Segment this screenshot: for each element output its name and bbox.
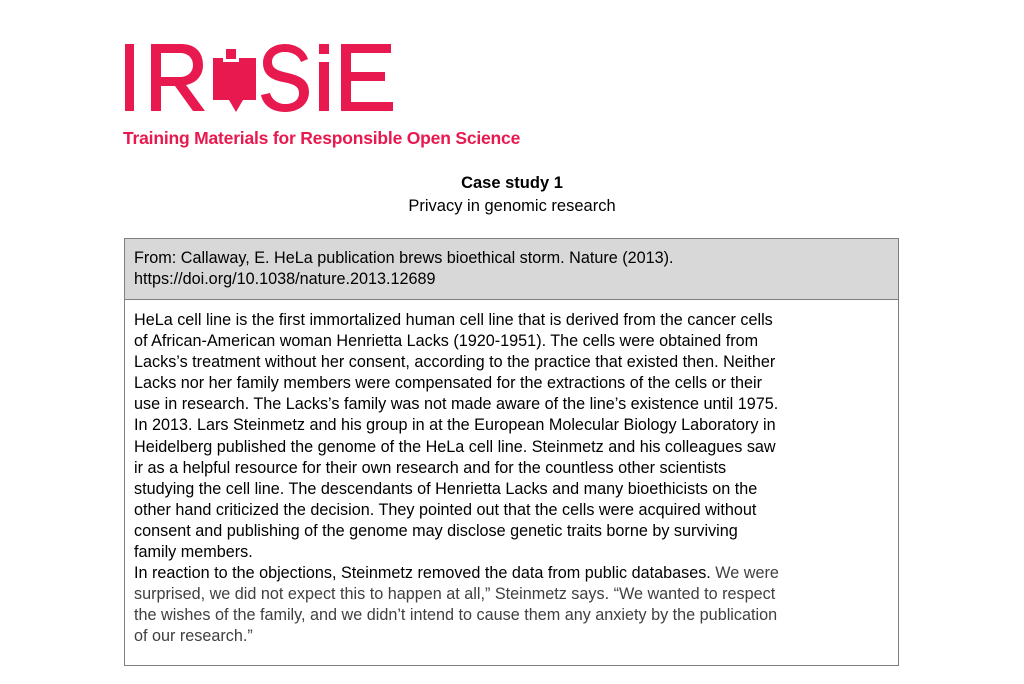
rosie-logo-icon [123,38,413,118]
case-box [124,238,899,666]
text-line: HeLa cell line is the first immortalized human cell line that is derived from the cancer cells [134,311,773,329]
quote-line: the wishes of the family, and we didn’t intend to cause them any anxiety by the publication [134,606,778,625]
text-line: of African-American woman Henrietta Lacks (1920-1951). The cells were obtained from [134,332,759,351]
text-line: In 2013. Lars Steinmetz and his group in at the European Molecular Biology Laboratory in [134,416,776,435]
case-text [125,300,898,665]
citation-doi: https://doi.org/10.1038/nature.2013.12689 [134,270,436,288]
text-line: other hand criticized the decision. They pointed out that the cells were acquired without [134,500,757,519]
text-line: Heidelberg published the genome of the HeLa cell line. Steinmetz and his colleagues saw [134,437,776,456]
text-line: Lacks’s treatment without her consent, according to the practice that existed then. Neither [134,353,776,372]
text-line: ir as a helpful resource for their own research and for the countless other scientists [134,458,727,477]
quote-start: We were [710,564,779,583]
tagline: Training Materials for Responsible Open Science [123,128,521,148]
citation-line-1: From: Callaway, E. HeLa publication brews bioethical storm. Nature (2013). [134,249,674,267]
text-line-part: In reaction to the objections, Steinmetz removed the data from public databases. [134,564,711,583]
text-line: family members. [134,543,253,562]
text-line [134,563,890,584]
text-line: studying the cell line. The descendants of Henrietta Lacks and many bioethicists on the [134,479,758,498]
text-line: use in research. The Lacks’s family was not made aware of the line’s existence until 1975. [134,395,779,414]
quote-line: surprised, we did not expect this to happen at all,” Steinmetz says. “We wanted to respect [134,585,776,604]
rosie-logo [123,38,413,118]
source-citation [125,239,898,300]
text-line: consent and publishing of the genome may disclose genetic traits borne by surviving [134,521,738,540]
case-title: Case study 1 [461,174,563,192]
quote-line: of our research.” [134,627,253,646]
case-subtitle: Privacy in genomic research [408,197,616,215]
text-line: Lacks nor her family members were compensated for the extractions of the cells or their [134,374,762,393]
